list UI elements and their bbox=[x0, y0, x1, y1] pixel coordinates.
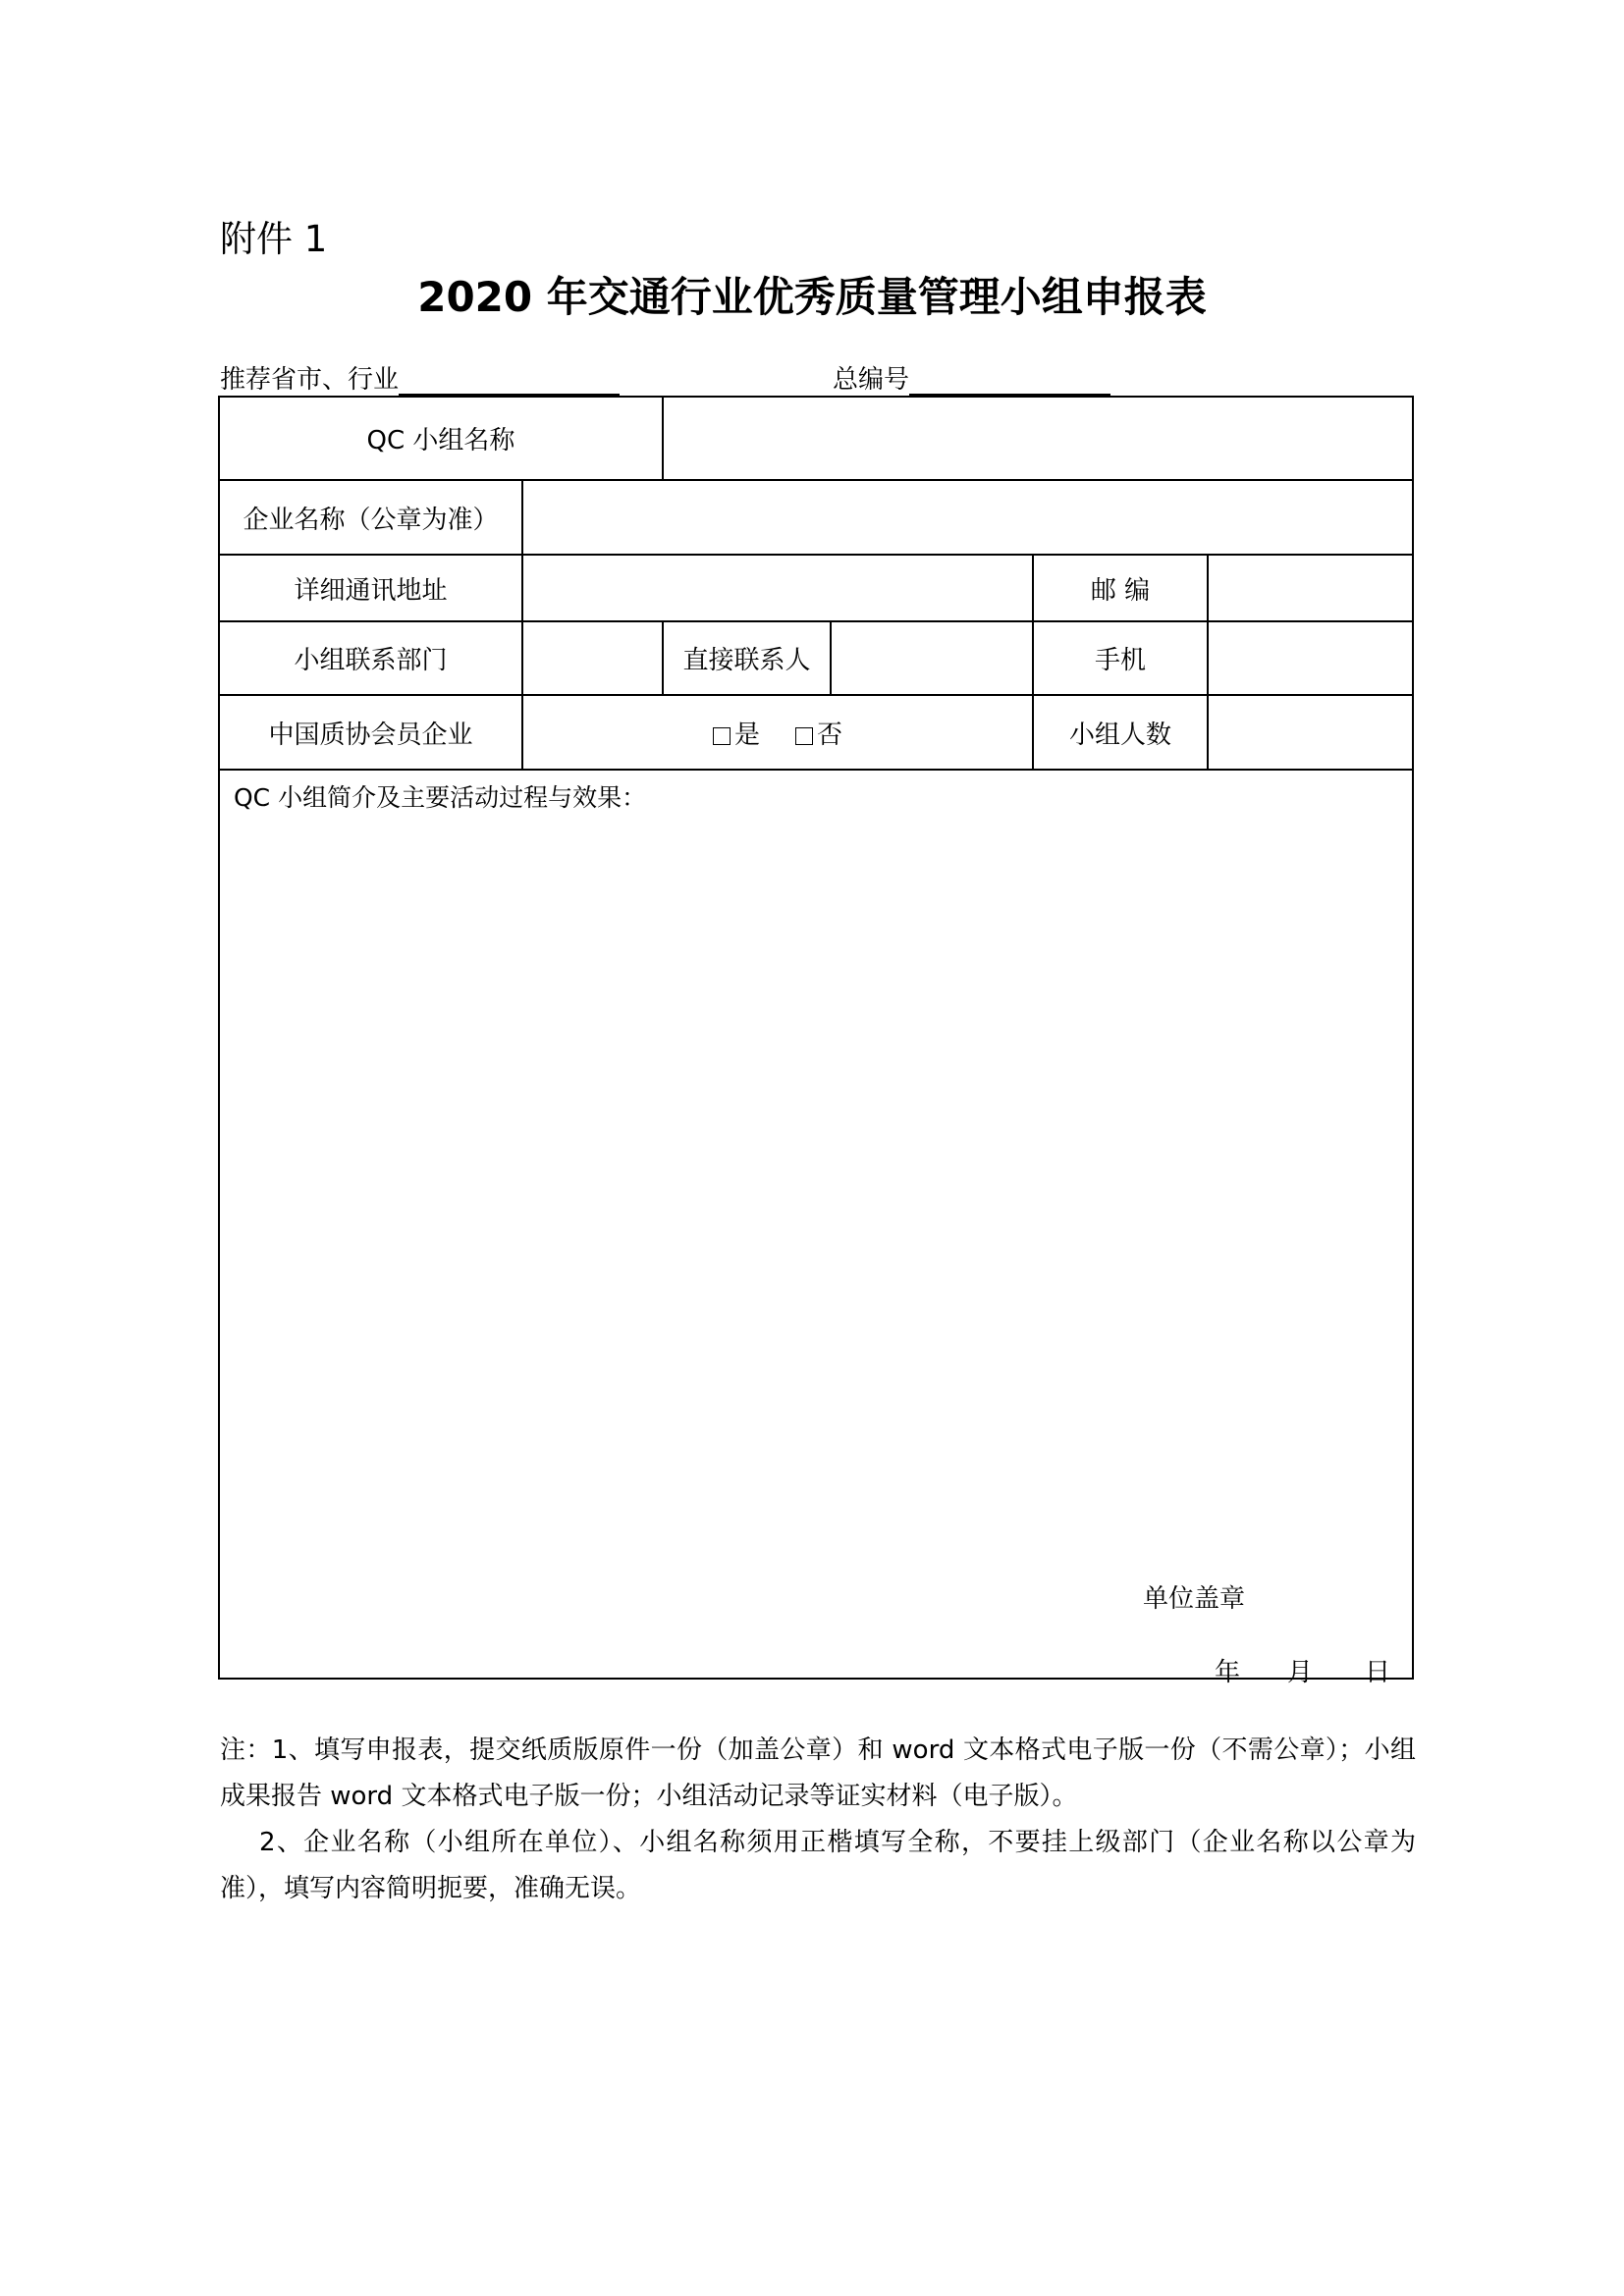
date-year: 年 bbox=[1215, 1658, 1241, 1687]
cqa-member-options bbox=[523, 696, 1032, 769]
page-title: 2020 年交通行业优秀质量管理小组申报表 bbox=[417, 273, 1207, 321]
mobile-label: 手机 bbox=[1094, 646, 1146, 675]
address-label: 详细通讯地址 bbox=[294, 575, 448, 606]
member-count-input[interactable] bbox=[1209, 696, 1412, 769]
member-count-label: 小组人数 bbox=[1068, 720, 1171, 750]
summary-label: QC 小组简介及主要活动过程与效果： bbox=[234, 783, 647, 812]
province-field bbox=[220, 359, 620, 396]
option-yes-label: 是 bbox=[733, 720, 760, 750]
notes bbox=[220, 1728, 1416, 1912]
contact-input[interactable] bbox=[832, 622, 1032, 694]
number-input-line[interactable] bbox=[909, 366, 1110, 396]
attachment-label: 附件 1 bbox=[220, 218, 328, 260]
postcode-label: 邮 编 bbox=[1090, 575, 1151, 606]
number-label: 总编号 bbox=[833, 365, 910, 395]
department-label: 小组联系部门 bbox=[294, 646, 448, 675]
option-yes[interactable] bbox=[713, 715, 760, 751]
option-no-label: 否 bbox=[817, 720, 843, 750]
province-label: 推荐省市、行业 bbox=[220, 365, 400, 395]
note-2: 2、企业名称（小组所在单位）、小组名称须用正楷填写全称，不要挂上级部门（企业名称以公章为准），填写内容简明扼要，准确无误。 bbox=[220, 1828, 1416, 1903]
contact-label: 直接联系人 bbox=[682, 646, 811, 675]
company-name-label: 企业名称（公章为准） bbox=[243, 505, 499, 535]
mobile-input[interactable] bbox=[1209, 622, 1412, 694]
address-input[interactable] bbox=[523, 556, 1032, 620]
checkbox-no[interactable] bbox=[795, 727, 813, 745]
note-1: 注：1、填写申报表，提交纸质版原件一份（加盖公章）和 word 文本格式电子版一份（不需公章）；小组成果报告 word 文本格式电子版一份；小组活动记录等证实材料（电子版）。 bbox=[220, 1735, 1416, 1811]
seal-label: 单位盖章 bbox=[1143, 1584, 1246, 1614]
number-field bbox=[833, 359, 1110, 396]
company-name-input[interactable] bbox=[523, 481, 1412, 554]
date-month: 月 bbox=[1287, 1658, 1314, 1687]
department-input[interactable] bbox=[523, 622, 662, 694]
postcode-input[interactable] bbox=[1209, 556, 1412, 620]
date-day: 日 bbox=[1365, 1658, 1391, 1687]
qc-group-name-label: QC 小组名称 bbox=[366, 426, 515, 455]
qc-group-name-input[interactable] bbox=[664, 398, 1412, 479]
summary-area[interactable] bbox=[220, 771, 1412, 1678]
checkbox-yes[interactable] bbox=[713, 727, 731, 745]
province-input-line[interactable] bbox=[399, 366, 620, 396]
application-form bbox=[218, 396, 1414, 1687]
cqa-member-label: 中国质协会员企业 bbox=[268, 720, 473, 750]
option-no[interactable] bbox=[795, 715, 842, 751]
